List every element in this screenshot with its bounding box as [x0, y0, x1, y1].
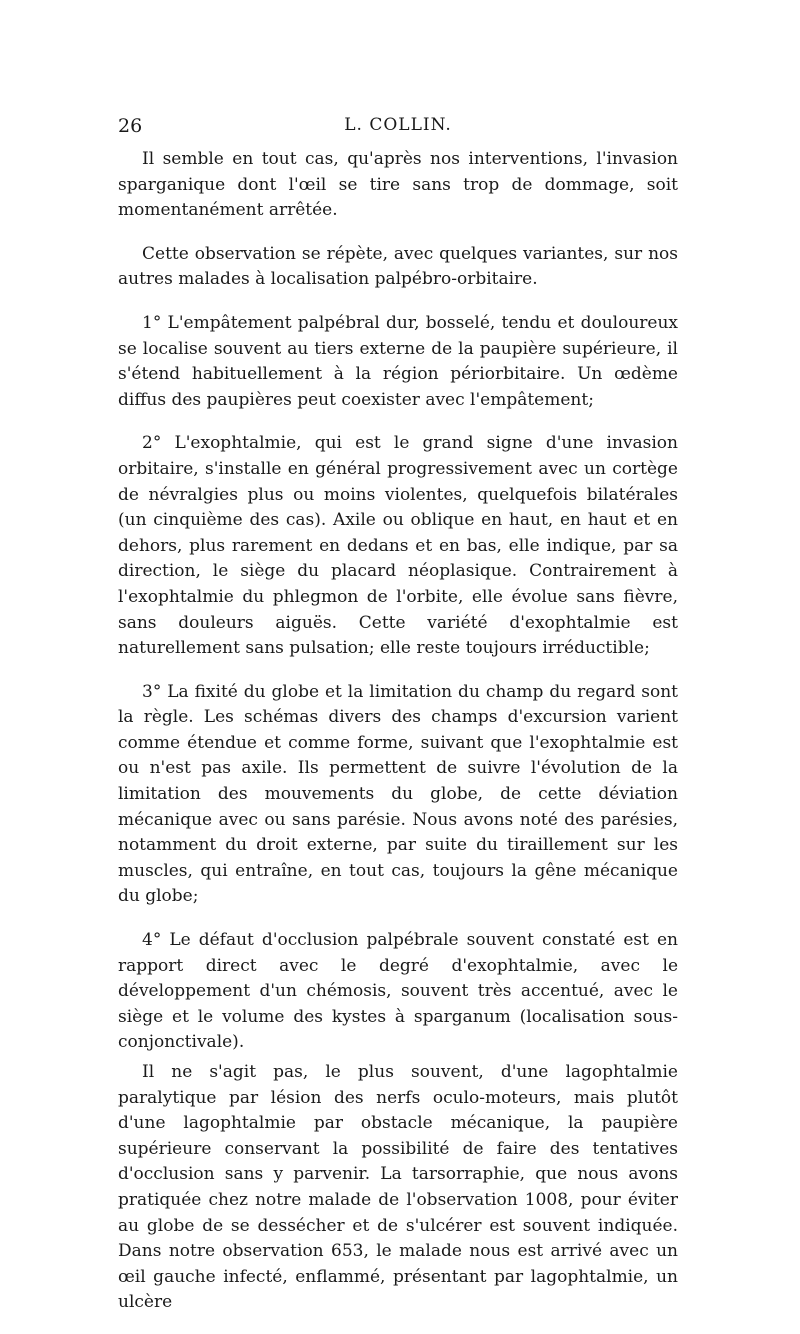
running-title: L. COLLIN. [344, 115, 452, 135]
paragraph-point-4: 4° Le défaut d'occlusion palpébrale souvent constaté est en rapport direct avec le degré d'exophtalmie, avec le développement d'un chémosis, souvent très accentué, avec le siège et le volume des kystes à sparganum (localisation sous-conjonctivale). [118, 930, 678, 1053]
paragraph-point-3: 3° La fixité du globe et la limitation du champ du regard sont la règle. Les schémas divers des champs d'excursion varient comme étendue et comme forme, suivant que l'exophtalmie est ou n'est pas axile. Ils permettent de suivre l'évolution de la limitation des mouvements du globe, de cette déviation mécanique avec ou sans parésie. Nous avons noté des parésies, notamment du droit externe, par suite du tiraillement sur les muscles, qui entraîne, en tout cas, toujours la gêne mécanique du globe; [118, 681, 678, 907]
paragraph-observation: Cette observation se répète, avec quelques variantes, sur nos autres malades à localisation palpébro-orbitaire. [118, 243, 678, 290]
paragraph-point-2: 2° L'exophtalmie, qui est le grand signe d'une invasion orbitaire, s'installe en général progressivement avec un cortège de névralgies plus ou moins violentes, quelquefois bilatérales (un cinquième des cas). Axile ou oblique en haut, en haut et en dehors, plus rarement en dedans et en bas, elle indique, par sa direction, le siège du placard néoplasique. Contrairement à l'exophtalmie du phlegmon de l'orbite, elle évolue sans fièvre, sans douleurs aiguës. Cette variété d'exophtalmie est naturellement sans pulsation; elle reste toujours irréductible; [118, 433, 678, 659]
running-head [118, 115, 678, 141]
page-number: 26 [118, 115, 143, 137]
paragraph-point-1: 1° L'empâtement palpébral dur, bosselé, tendu et douloureux se localise souvent au tiers externe de la paupière supérieure, il s'étend habituellement à la région périorbitaire. Un œdème diffus des paupières peut coexister avec l'empâtement; [118, 312, 678, 410]
paragraph-lagophtalmie: Il ne s'agit pas, le plus souvent, d'une lagophtalmie paralytique par lésion des nerfs oculo-moteurs, mais plutôt d'une lagophtalmie par obstacle mécanique, la paupière supérieure conservant la possibilité de faire des tentatives d'occlusion sans y parvenir. La tarsorraphie, que nous avons pratiquée chez notre malade de l'observation 1008, pour éviter au globe de se dessécher et de s'ulcérer est souvent indiquée. Dans notre observation 653, le malade nous est arrivé avec un œil gauche infecté, enflammé, présentant par lagophtalmie, un ulcère [118, 1062, 678, 1313]
paragraph-intro: Il semble en tout cas, qu'après nos interventions, l'invasion sparganique dont l'œil se tire sans trop de dommage, soit momentanément arrêtée. [118, 149, 678, 221]
document-page [118, 115, 678, 1334]
